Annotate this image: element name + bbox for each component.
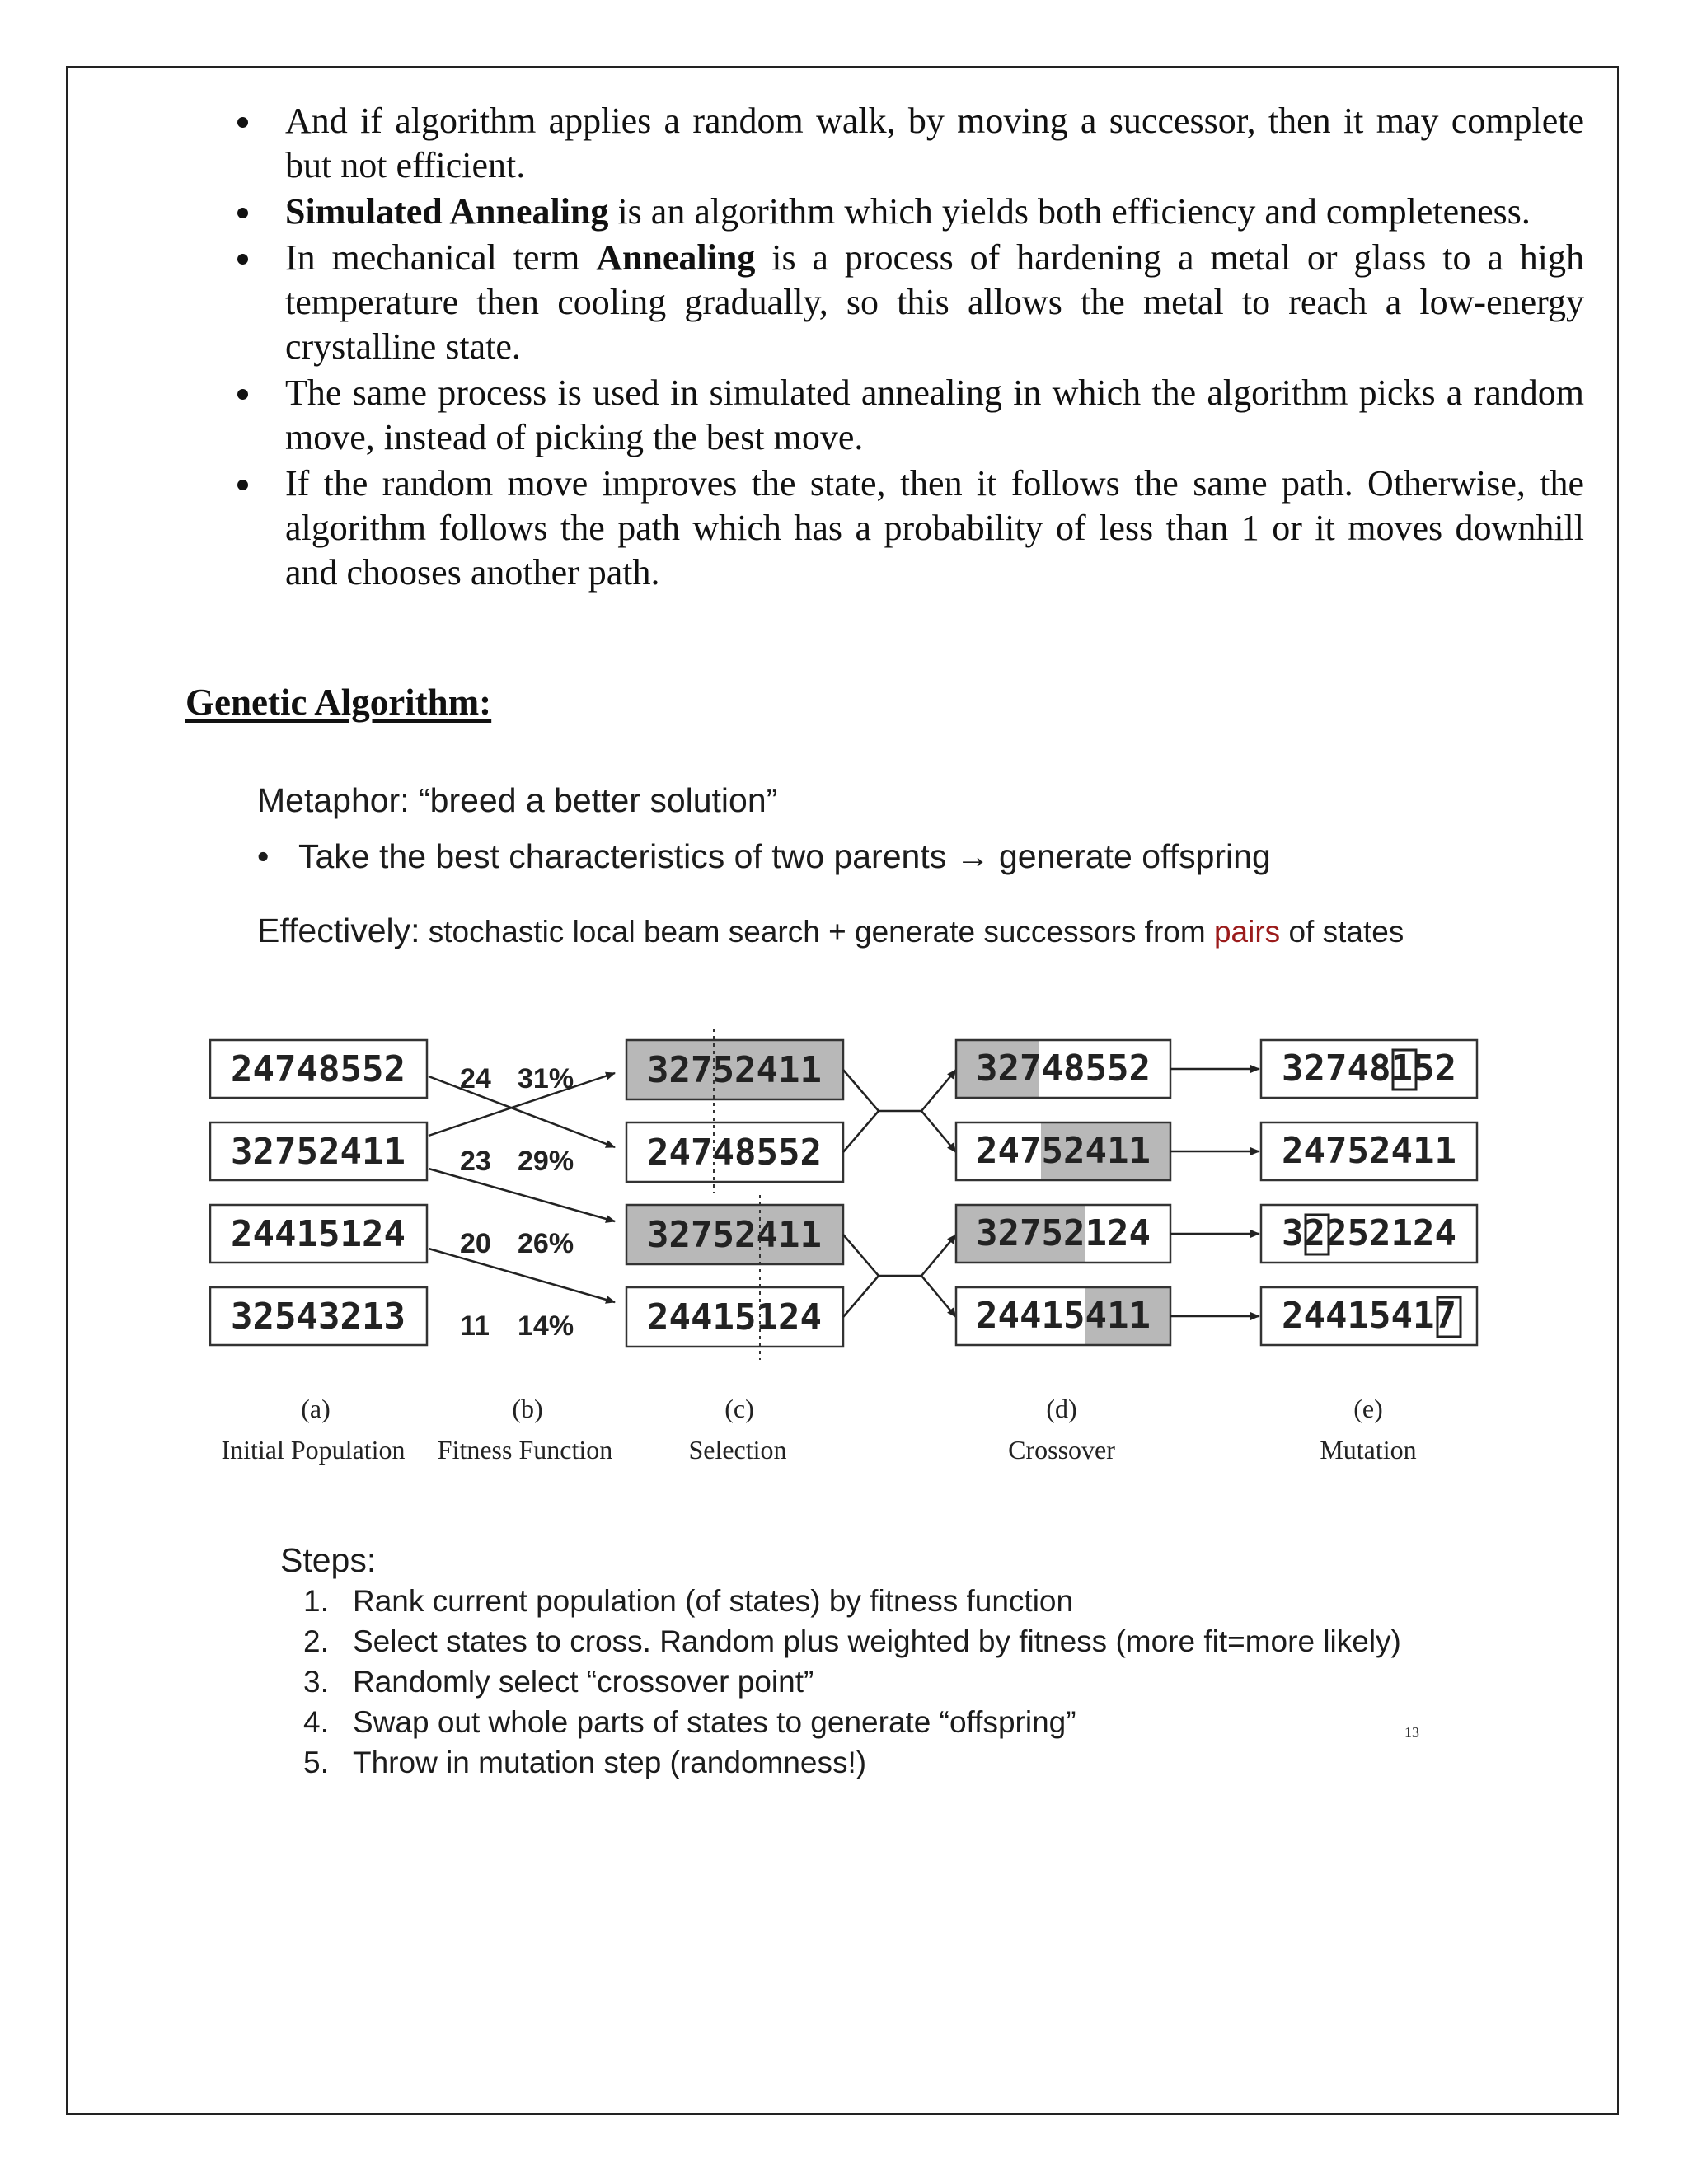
steps-title: Steps:: [280, 1541, 377, 1579]
selection-state: 32752411: [647, 1049, 822, 1091]
fitness-percent: 14%: [518, 1310, 574, 1342]
step-text: Rank current population (of states) by fitness function: [353, 1584, 1074, 1618]
fitness-percent: 31%: [518, 1063, 574, 1094]
crossover-state: 32748552: [976, 1047, 1151, 1090]
crossover-connectors: [843, 1070, 956, 1317]
step-text: Swap out whole parts of states to generate “offspring”: [353, 1705, 1076, 1739]
mutation-state: 24752411: [1282, 1130, 1456, 1172]
fitness-percent: 29%: [518, 1146, 574, 1177]
caption-letter: (e): [1353, 1394, 1383, 1423]
fitness-score: 24: [460, 1063, 491, 1094]
mutation-arrows: [1170, 1069, 1259, 1316]
initial-state: 24748552: [231, 1048, 406, 1090]
selection-arrows: [429, 1073, 615, 1302]
effectively-text: stochastic local beam search + generate successors from: [420, 915, 1214, 949]
effectively-label: Effectively:: [257, 912, 420, 949]
bullet-text: is an algorithm which yields both efficiency and completeness.: [608, 191, 1531, 232]
effectively-pairs: pairs: [1213, 915, 1281, 949]
caption-label: Crossover: [1008, 1435, 1115, 1465]
step-text: Randomly select “crossover point”: [353, 1665, 814, 1699]
step-number: 4.: [303, 1705, 329, 1739]
mutation-state: 24415417: [1282, 1295, 1456, 1337]
step-number: 3.: [303, 1665, 329, 1699]
step-text: Throw in mutation step (randomness!): [353, 1746, 867, 1779]
caption-label: Mutation: [1320, 1435, 1417, 1465]
caption-label: Selection: [688, 1435, 787, 1465]
bullet-text: If the random move improves the state, then it follows the same path. Otherwise, the algorithm follows the path which has a probability of less than 1 or it moves downhill and chooses another path.: [285, 463, 1584, 593]
section-heading: Genetic Algorithm:: [185, 682, 492, 723]
bullet-bold-term: Annealing: [596, 237, 756, 278]
page-number: 13: [1404, 1724, 1419, 1741]
mutation-state: 32252124: [1282, 1212, 1456, 1254]
step-text: Select states to cross. Random plus weighted by fitness (more fit=more likely): [353, 1624, 1401, 1658]
initial-state: 24415124: [231, 1213, 406, 1255]
selection-state: 32752411: [647, 1214, 822, 1256]
step-item: [303, 1742, 1401, 1783]
bullet-text: In mechanical term: [285, 237, 597, 278]
crossover-state: 32752124: [976, 1212, 1151, 1254]
slide-bullet-mark: •: [257, 837, 270, 875]
step-number: 5.: [303, 1746, 329, 1779]
mutation-state: 32748152: [1282, 1047, 1456, 1090]
caption-letter: (c): [724, 1394, 754, 1423]
fitness-percent: 26%: [518, 1228, 574, 1259]
crossover-state: 24752411: [976, 1130, 1151, 1172]
fitness-score: 23: [460, 1146, 491, 1177]
bullet-bold-term: Simulated Annealing: [285, 191, 609, 232]
fitness-score: 11: [460, 1310, 490, 1342]
caption-label: Initial Population: [221, 1435, 406, 1465]
bullet-text: The same process is used in simulated annealing in which the algorithm picks a random move, instead of picking the best move.: [285, 373, 1584, 457]
caption-letter: (a): [301, 1394, 331, 1423]
caption-label: Fitness Function: [437, 1435, 613, 1465]
initial-state: 32543213: [231, 1296, 406, 1338]
bullet-text: is a process of hardening a metal or glass to a high temperature then cooling gradually, so this allows the metal to reach a low-energy crystalline state.: [285, 237, 1584, 367]
step-item: [303, 1621, 1401, 1661]
crossover-state: 24415411: [976, 1295, 1151, 1337]
selection-state: 24748552: [647, 1132, 822, 1174]
initial-state: 32752411: [231, 1131, 406, 1173]
step-item: [303, 1661, 1401, 1702]
step-number: 1.: [303, 1584, 329, 1618]
caption-letter: (b): [512, 1394, 543, 1423]
fitness-score: 20: [460, 1228, 491, 1259]
take-best-text: Take the best characteristics of two parents → generate offspring: [298, 837, 1271, 875]
bullet-text: And if algorithm applies a random walk, by moving a successor, then it may complete but not efficient.: [285, 101, 1584, 185]
steps-list: [303, 1581, 1401, 1783]
caption-letter: (d): [1046, 1394, 1077, 1423]
step-item: [303, 1581, 1401, 1621]
step-item: [303, 1702, 1401, 1742]
effectively-tail: of states: [1280, 915, 1404, 949]
selection-state: 24415124: [647, 1296, 822, 1338]
step-number: 2.: [303, 1624, 329, 1658]
metaphor-line: Metaphor: “breed a better solution”: [257, 781, 778, 819]
